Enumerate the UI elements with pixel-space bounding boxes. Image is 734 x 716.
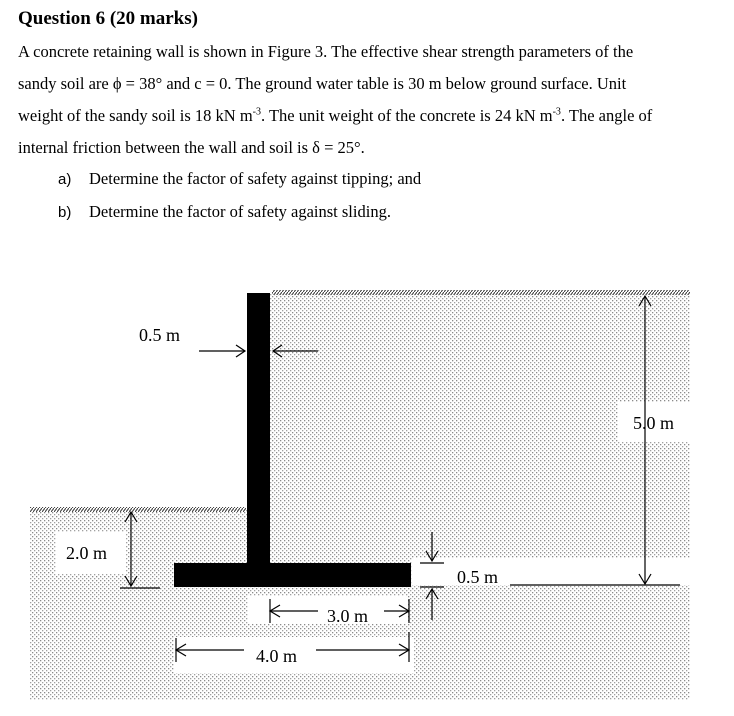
item-text: Determine the factor of safety against sliding. [89,202,391,221]
para-line-3-start: weight of the sandy soil is 18 kN m [18,106,253,125]
stem-thickness-label: 0.5 m [139,325,181,345]
base-length-label: 4.0 m [256,646,298,666]
para-line-3-end: . The angle of [560,106,653,125]
para-line-1: A concrete retaining wall is shown in Figure 3. The effective shear strength parameters of the [18,42,634,61]
wall-stem [247,293,270,565]
para-line-4: internal friction between the wall and soil is δ = 25°. [18,138,365,157]
unit-exponent: -3 [252,106,261,118]
wall-base [174,563,411,587]
front-depth-label: 2.0 m [66,543,108,563]
item-text: Determine the factor of safety against tipping; and [89,169,422,188]
backfill-ground-surface [272,290,690,295]
para-line-3-mid: . The unit weight of the concrete is 24 kN m [261,106,553,125]
para-line-2: sandy soil are ϕ = 38° and c = 0. The ground water table is 30 m below ground surface. Unit [18,74,627,93]
item-marker: b) [58,204,72,221]
base-thickness-label: 0.5 m [457,567,499,587]
unit-exponent: -3 [552,106,561,118]
question-title: Question 6 (20 marks) [18,8,198,29]
retained-height-label: 5.0 m [633,413,675,433]
front-ground-surface [30,507,246,512]
heel-length-label: 3.0 m [327,606,369,626]
item-marker: a) [58,171,72,188]
